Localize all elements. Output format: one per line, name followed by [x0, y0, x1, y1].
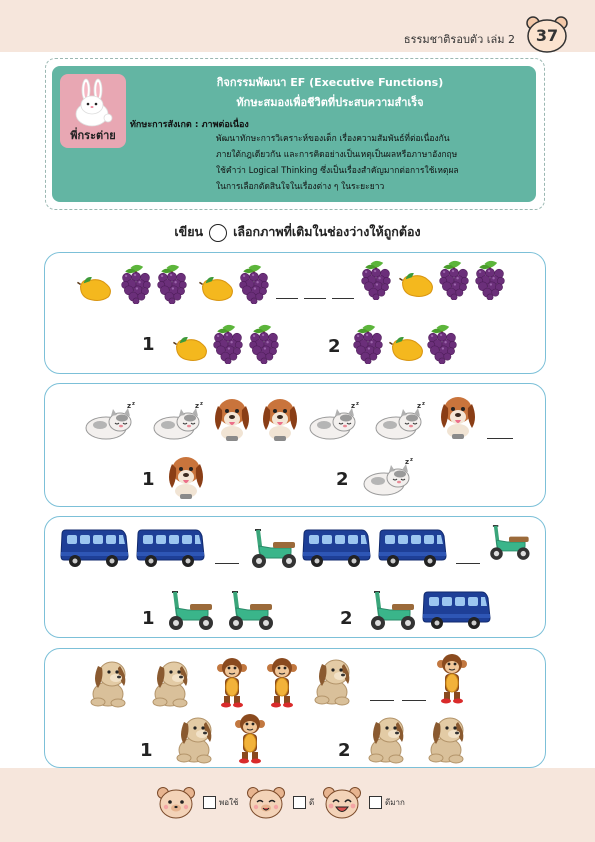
ef-skill: ทักษะการสังเกต : ภาพต่อเนื่อง: [130, 120, 249, 130]
mango-icon: [196, 272, 238, 303]
instruction-prefix: เขียน: [174, 224, 204, 239]
ef-subtitle: ทักษะสมองเพื่อชีวิตที่ประสบความสำเร็จ: [236, 96, 424, 109]
answer-blank[interactable]: [487, 438, 513, 439]
laughing-bear-face-icon: [322, 785, 362, 819]
sleeping-cat-icon: [372, 400, 428, 442]
option-1-number[interactable]: 1: [142, 608, 155, 629]
dog-icon: [210, 392, 254, 442]
ef-description-line: ในการเลือกตัดสินใจในเรื่องต่าง ๆ ในระยะยาว: [216, 182, 385, 192]
option-1-number[interactable]: 1: [140, 740, 153, 761]
ef-description-line: ภายใต้กฎเดียวกัน และการคิดอย่างเป็นเหตุเป็นผลหรือภาษาอังกฤษ: [216, 150, 458, 160]
mango-icon: [170, 332, 212, 363]
plush-dog-icon: [148, 656, 196, 708]
plush-dog-icon: [86, 656, 134, 708]
rating-label-very-good: ดีมาก: [385, 798, 405, 807]
grapes-icon: [118, 264, 154, 304]
rating-label-good: ดี: [309, 798, 315, 807]
plush-dog-icon: [172, 712, 220, 764]
option-2-number[interactable]: 2: [338, 740, 351, 761]
rabbit-icon: [68, 78, 118, 128]
grapes-icon: [472, 260, 508, 300]
ef-description-line: ใช้คำว่า Logical Thinking ซึ่งเป็นเรื่องสำคัญมากต่อการใช้เหตุผล: [216, 166, 459, 176]
sleeping-cat-icon: [82, 400, 138, 442]
ef-title: กิจกรรมพัฒนา EF (Executive Functions): [216, 76, 444, 89]
sleeping-cat-icon: [306, 400, 362, 442]
answer-blank[interactable]: [304, 298, 326, 299]
answer-blank[interactable]: [276, 298, 298, 299]
bus-icon: [300, 526, 372, 570]
grapes-icon: [236, 264, 272, 304]
ef-description: [216, 131, 528, 195]
scooter-icon: [222, 586, 278, 634]
instruction-text: เลือกภาพที่เติมในช่องว่างให้ถูกต้อง: [233, 224, 421, 239]
answer-blank[interactable]: [456, 563, 480, 564]
dog-icon: [258, 392, 302, 442]
rating-fair: [156, 787, 239, 817]
dog-icon: [436, 390, 480, 440]
mango-icon: [386, 332, 428, 363]
circle-icon: [209, 224, 227, 242]
option-1-number[interactable]: 1: [142, 334, 155, 355]
smiling-bear-face-icon: [246, 785, 286, 819]
answer-blank[interactable]: [332, 298, 354, 299]
monkey-icon: [434, 652, 470, 704]
neutral-bear-face-icon: [156, 785, 196, 819]
grapes-icon: [436, 260, 472, 300]
answer-blank[interactable]: [370, 700, 394, 701]
page-number: 37: [535, 26, 559, 45]
monkey-icon: [232, 712, 268, 764]
scooter-icon: [364, 586, 420, 634]
rating-very-good: [322, 787, 412, 817]
answer-blank[interactable]: [402, 700, 426, 701]
rating-checkbox-very-good[interactable]: [369, 796, 382, 809]
rating-checkbox-fair[interactable]: [203, 796, 216, 809]
mascot-label: พี่กระต่าย: [70, 129, 116, 142]
instruction: [0, 222, 595, 242]
dog-icon: [164, 450, 208, 500]
grapes-icon: [154, 264, 190, 304]
bus-icon: [58, 526, 130, 570]
scooter-icon: [484, 520, 534, 564]
option-1-number[interactable]: 1: [142, 469, 155, 490]
rating-good: [246, 787, 322, 817]
monkey-icon: [264, 656, 300, 708]
answer-blank[interactable]: [215, 563, 239, 564]
bus-icon: [134, 526, 206, 570]
option-2-number[interactable]: 2: [336, 469, 349, 490]
mascot-card: [60, 74, 126, 148]
bus-icon: [420, 588, 492, 632]
scooter-icon: [245, 524, 301, 572]
bus-icon: [376, 526, 448, 570]
rating-label-fair: พอใช้: [219, 798, 239, 807]
plush-dog-icon: [310, 654, 358, 706]
rating-checkbox-good[interactable]: [293, 796, 306, 809]
grapes-icon: [424, 324, 460, 364]
sleeping-cat-icon: [360, 456, 416, 498]
grapes-icon: [350, 324, 386, 364]
sleeping-cat-icon: [150, 400, 206, 442]
grapes-icon: [210, 324, 246, 364]
monkey-icon: [214, 656, 250, 708]
mango-icon: [74, 272, 116, 303]
book-title: ธรรมชาติรอบตัว เล่ม 2: [403, 33, 515, 46]
plush-dog-icon: [364, 712, 412, 764]
mango-icon: [396, 268, 438, 299]
scooter-icon: [162, 586, 218, 634]
plush-dog-icon: [424, 712, 472, 764]
grapes-icon: [246, 324, 282, 364]
option-2-number[interactable]: 2: [328, 336, 341, 357]
page-number-badge: [525, 14, 569, 54]
grapes-icon: [358, 260, 394, 300]
ef-description-line: พัฒนาทักษะการวิเคราะห์ของเด็ก เรื่องความสัมพันธ์ที่ต่อเนื่องกัน: [216, 134, 450, 144]
option-2-number[interactable]: 2: [340, 608, 353, 629]
